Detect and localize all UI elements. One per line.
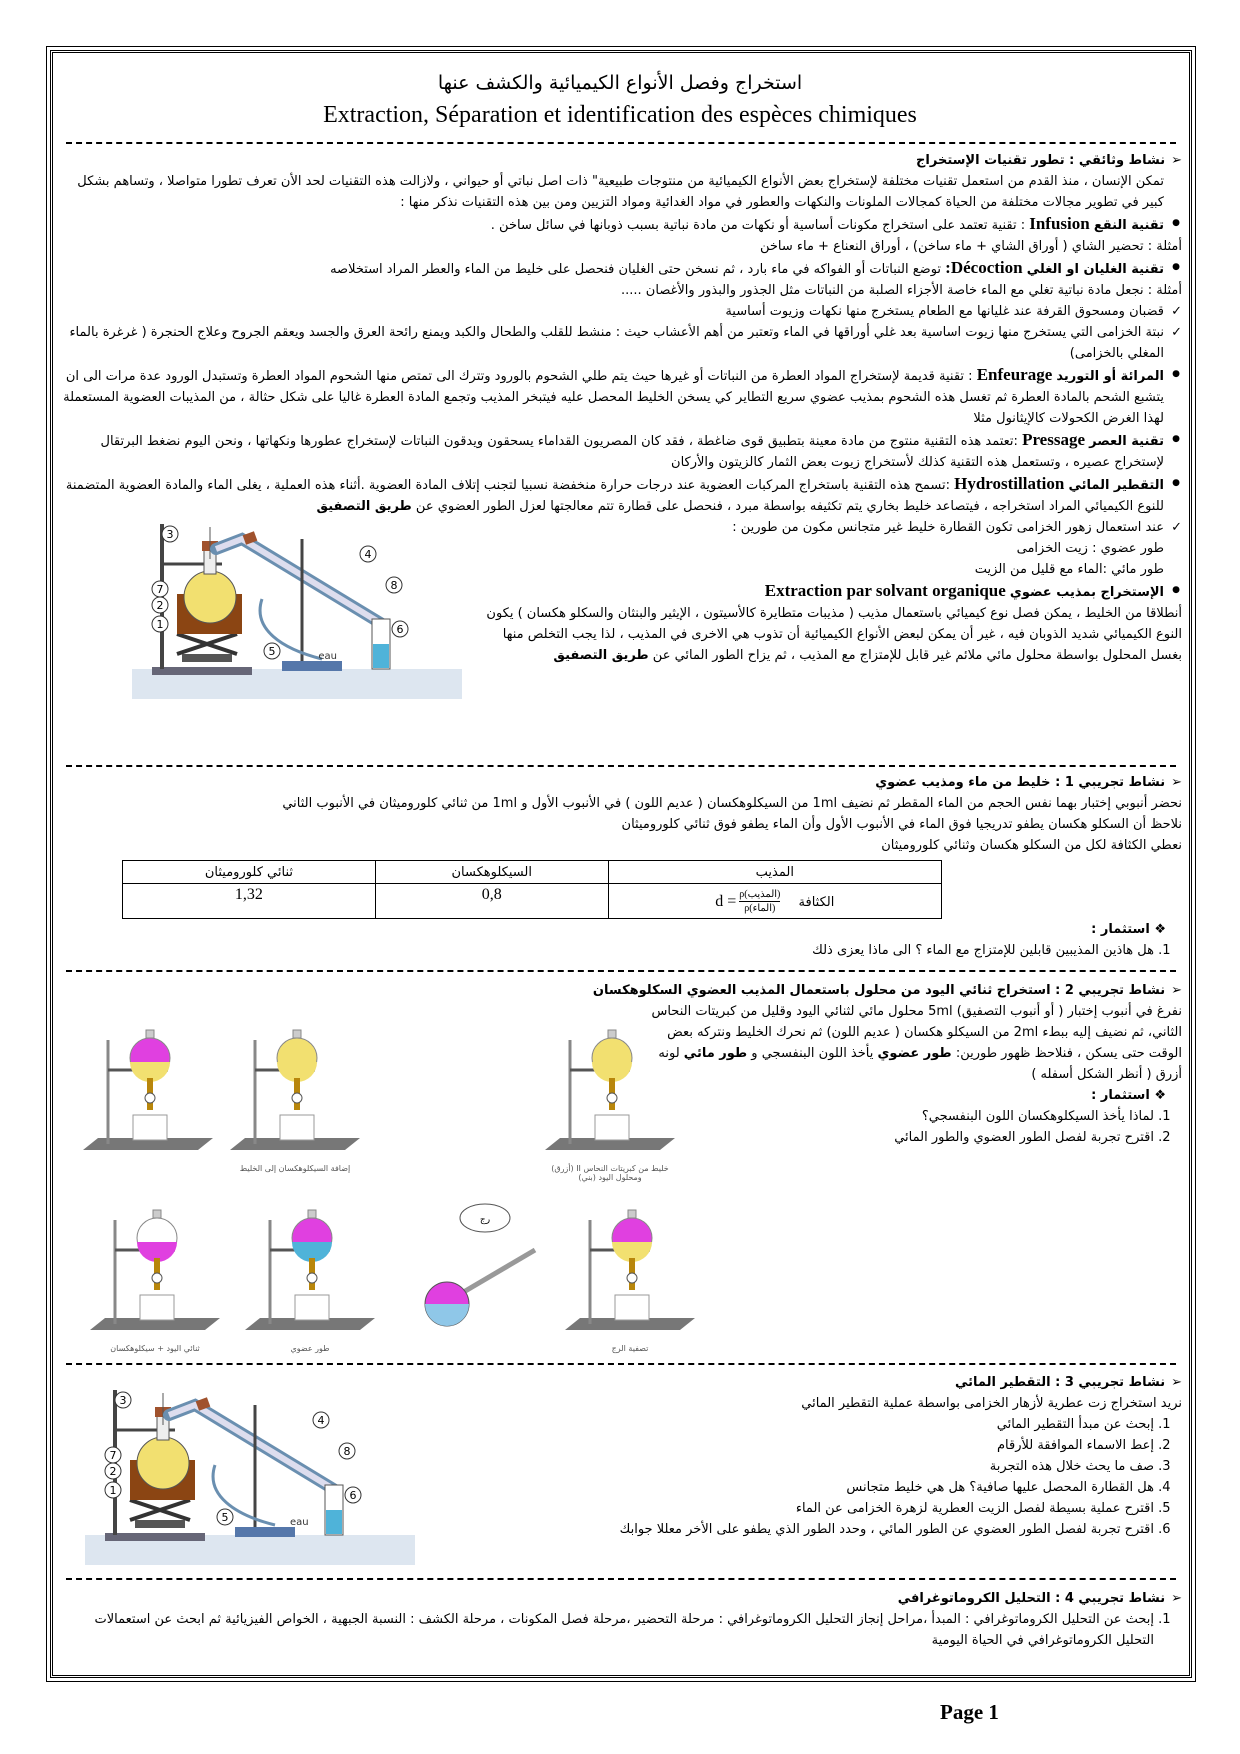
- beaker: [280, 1115, 314, 1140]
- fr-term: Enfeurage: [976, 365, 1053, 384]
- desc: :تعتمد هذه التقنية منتوج من مادة معينة بتطبيق قوى ضاغطة ، فقد كان المصريون القداماء يسحقون ويدقون النباتات لإستخراج عطورها ونكهاتها ، ونحن اليوم نضغط البرتقال لإستخراج عصيره ، وتستعمل هذه التقنية كذلك لأستخراج زيوت بعض الثمار كالزيتون والأركان: [100, 434, 1164, 470]
- table-header-row: [123, 861, 942, 884]
- question: 1. هل هاذين المذيبين قابلين للإمتزاج مع الماء ؟ الى ماذا يعزى ذلك: [62, 940, 1154, 961]
- header-text: نشاط وثائقي : تطور تقنيات الإستخراج: [916, 153, 1166, 168]
- example: أمثلة : نجعل مادة نباتية تغلي مع الماء خاصة الأجزاء الصلبة من النباتات مثل الجذور والبذور والأغصان .....: [621, 283, 1182, 298]
- callout-1: [105, 1482, 121, 1498]
- diagram-part: 3: [119, 1394, 127, 1407]
- flask: [137, 1437, 189, 1489]
- experiment-4: [62, 1588, 1182, 1651]
- exploitation-heading: ❖ استثمار :: [62, 1085, 1182, 1106]
- formula-denominator: ρ(الماء): [744, 902, 776, 914]
- funnel-figure: [240, 1200, 380, 1353]
- header-text: نشاط تجريبي 3 : التقطير المائي: [955, 1375, 1166, 1390]
- bold-term: طريق التصفيق: [316, 499, 412, 514]
- question: 4. هل القطارة المحصل عليها صافية؟ هل هي خليط متجانس: [62, 1477, 1154, 1498]
- callout-7: [105, 1447, 121, 1463]
- diagram-part: 2: [156, 599, 164, 612]
- desc: : تقنية تعتمد على استخراج مكونات أساسية أو نكهات من مادة نباتية بسبب ذوبانها في سائل ساخن .: [490, 218, 1030, 233]
- diagram-part: 5: [221, 1511, 229, 1524]
- paragraph: نعطي الكثافة لكل من السكلو هكسان وثنائي كلوروميثان: [881, 838, 1182, 853]
- paragraph: نلاحظ أن السكلو هكسان يطفو تدريجيا فوق الماء في الأنبوب الأول وأن الماء يطفو فوق ثنائي كلوروميثان: [621, 817, 1182, 832]
- water-label: eau: [318, 651, 337, 662]
- technique-pressage: [62, 429, 1164, 473]
- fr-term: Décoction:: [945, 258, 1023, 277]
- header-text: نشاط تجريبي 4 : التحليل الكروماتوغرافي: [897, 1591, 1166, 1606]
- desc: أنطلاقا من الخليط ، يمكن فصل نوع كيميائي باستعمال مذيب ( مذيبات متطايرة كالأسيتون ، الإيثير والبنثان والسكلو هكسان ) يكون النوع الكيميائي شديد الذوبان فيه ، غير أن يمكن لبعض الأنواع الكيميائية أن تذوب هي الاخرى في المذيب ، لذا يجب التخلص منها بغسل المحلول بواسطة محلول مائي ملائم غير قابل للإمتزاج مع المذيب ، ثم يزاح الطور المائي عن: [486, 606, 1182, 663]
- paragraph: نحضر أنبوبي إختبار بهما نفس الحجم من الماء المقطر ثم نضيف 1ml من السيكلوهكسان ( عديم اللون ) في الأنبوب الأول و 1ml من ثنائي كلوروميثان في الأنبوب الثاني: [282, 796, 1182, 811]
- exploitation-heading: ❖ استثمار :: [62, 919, 1182, 940]
- stopcock: [145, 1093, 155, 1103]
- diagram-part: 6: [396, 623, 404, 636]
- diagram-part: 6: [349, 1489, 357, 1502]
- question: 1. لماذا يأخذ السيكلوهكسان اللون البنفسجي؟: [62, 1106, 1154, 1127]
- fr-term: Pressage: [1022, 430, 1086, 449]
- funnel-figure: [78, 1020, 218, 1164]
- divider: [66, 970, 1176, 972]
- question: 1. إبحث عن مبدأ التقطير المائي: [62, 1414, 1154, 1435]
- organic-phase: طور عضوي: [877, 1046, 952, 1061]
- fr-term: Infusion: [1029, 214, 1090, 233]
- callout-4: [313, 1412, 329, 1428]
- bold-term: طريق التصفيق: [553, 648, 649, 663]
- arrow-icon: ➢: [1171, 153, 1182, 168]
- diagram-part: 4: [317, 1414, 325, 1427]
- lab-jack: [177, 634, 237, 654]
- text: لونه أزرق ( أنظر الشكل أسفله ): [658, 1046, 1182, 1082]
- beaker: [133, 1115, 167, 1140]
- section-header: [62, 980, 1182, 1001]
- bubble-text: رج: [479, 1215, 491, 1225]
- stopcock: [307, 1273, 317, 1283]
- label: تقنية العصر: [1089, 434, 1164, 449]
- title-french: Extraction, Séparation et identification des espèces chimiques: [323, 102, 917, 128]
- header-cell: ثنائي كلوروميثان: [123, 861, 376, 884]
- example: أمثلة : تحضير الشاي ( أوراق الشاي + ماء ساخن) ، أوراق النعناع + ماء ساخن: [759, 239, 1182, 254]
- diagram-part: [235, 1527, 295, 1537]
- cyclohexane-density: 0,8: [375, 884, 608, 919]
- hydrodistillation-diagram: [85, 1385, 415, 1569]
- fr-term: Extraction par solvant organique: [764, 581, 1006, 600]
- intro-paragraph: تمكن الإنسان ، منذ القدم من استعمل تقنيات مختلفة لإستخراج بعض الأنواع الكيميائية من منتوجات طبيعية" ذات اصل نباتي أو حيواني ، ولازالت هذه التقنيات لحد الأن تعرف تطورا متواصلا ، وتساهم بشكل كبير في تطوير مجالات مختلفة من الحياة كمجالات الملونات والنكهات والعطور في مواد الغدائية ومواد التزيين ومن بين هذه التقنيات نذكر منها :: [77, 174, 1164, 210]
- dichloromethane-density: 1,32: [123, 884, 376, 919]
- header-cell: السيكلوهكسان: [375, 861, 608, 884]
- row-label: الكثافة: [798, 894, 835, 910]
- question: 3. صف ما يحث خلال هذه التجربة: [62, 1456, 1154, 1477]
- title-arabic: استخراج وفصل الأنواع الكيميائية والكشف عنها: [437, 72, 803, 94]
- divider: [66, 142, 1176, 144]
- section-header: [62, 772, 1182, 793]
- water-label: eau: [290, 1517, 309, 1528]
- beaker: [295, 1295, 329, 1320]
- beaker: [140, 1295, 174, 1320]
- arrow-icon: ➢: [1171, 1375, 1182, 1390]
- stopcock: [152, 1273, 162, 1283]
- diagram-part: 7: [109, 1449, 117, 1462]
- header-cell: المذيب: [608, 861, 941, 884]
- header-text: نشاط تجريبي 1 : خليط من ماء ومذيب عضوي: [875, 775, 1166, 790]
- diagram-part: [282, 661, 342, 671]
- diagram-part: [182, 654, 232, 662]
- question: 6. اقترح تجربة لفصل الطور العضوي عن الطور المائي ، وحدد الطور الذي يطفو على الأخر معللا جوابك: [62, 1519, 1154, 1540]
- experiment-1: [62, 772, 1182, 961]
- desc: :تسمح هذه التقنية باستخراج المركبات العضوية عند درجات حرارة منخفضة نسبيا لتجنب إتلاف المادة العضوية .أثناء هذه العملية ، يغلى الماء والمادة العضوية المتضمنة للنوع الكيميائي المراد استخراجه ، فيتصاعد خليط بخاري يتم تكثيفه بواسطة مبرد ، فنحصل على قطارة تتم معالجتها لعزل الطور العضوي عن: [65, 478, 1164, 514]
- header-text: نشاط تجريبي 2 : استخراج ثنائي اليود من محلول باستعمال المذيب العضوي السكلوهكسان: [592, 983, 1166, 998]
- check-item: ✓ قضبان ومسحوق القرفة عند غليانها مع الطعام يستخرج منها نكهات وزيوت أساسية: [62, 301, 1182, 322]
- diagram-part: 2: [109, 1465, 117, 1478]
- label: الإستخراج بمذيب عضوي: [1009, 585, 1164, 600]
- stopcock: [607, 1093, 617, 1103]
- diagram-part: 3: [166, 528, 174, 541]
- diagram-part: [373, 644, 389, 668]
- desc: توضع النباتات أو الفواكه في ماء بارد ، ثم نسخن حتى الغليان فنحصل على خليط من الماء والعطر المراد استخلاصه: [330, 262, 946, 277]
- figure-caption: إضافة السيكلوهكسان إلى الخليط: [239, 1164, 351, 1173]
- figure-caption: خليط من كبريتات النحاس II (أزرق) ومحلول اليود (بني): [551, 1164, 669, 1182]
- shaking-figure: [415, 1200, 555, 1334]
- funnel-figure: [560, 1200, 700, 1353]
- beaker: [615, 1295, 649, 1320]
- text: يأخذ اللون البنفسجي و: [747, 1046, 878, 1061]
- label: التقطير المائي: [1068, 478, 1164, 493]
- arrow-icon: ➢: [1171, 775, 1182, 790]
- diagram-part: 8: [390, 579, 398, 592]
- label: تقنية الغليان او الغلي: [1026, 262, 1164, 277]
- density-formula-cell: [608, 884, 941, 919]
- figure-caption: تصفية الرج: [611, 1344, 649, 1353]
- check-item: ✓ نبتة الخزامى التي يستخرج منها زيوت اساسية بعد غلي أوراقها في الماء وتعتبر من أهم الأعشاب حيث : منشط للقلب والطحال والكبد ويمنع رائحة العرق والجسد ويعقم الجروح وعلاج الحنجرة ( غرغرة بالماء المغلي بالخزامى): [62, 322, 1182, 364]
- callout-6: [392, 621, 408, 637]
- callout-5: [264, 643, 280, 659]
- section-header: [62, 150, 1182, 171]
- callout-1: [152, 616, 168, 632]
- hydrodistillation-diagram: [132, 519, 462, 706]
- activity-documentary: [62, 150, 1182, 706]
- arrow-icon: ➢: [1171, 1591, 1182, 1606]
- funnel-figure: [85, 1200, 225, 1353]
- divider: [66, 765, 1176, 767]
- diagram-part: [326, 1510, 342, 1534]
- diagram-part: 8: [343, 1445, 351, 1458]
- check-item: ✓ عند استعمال زهور الخزامى تكون القطارة خليط غير متجانس مكون من طورين :: [62, 517, 1182, 538]
- callout-3: [115, 1392, 131, 1408]
- technique-decoction: [62, 257, 1164, 280]
- callout-6: [345, 1487, 361, 1503]
- technique-infusion: [62, 213, 1164, 236]
- divider: [66, 1578, 1176, 1580]
- diagram-part: 4: [364, 548, 372, 561]
- stand-base: [152, 667, 252, 675]
- phase-aqueous: طور مائي :الماء مع قليل من الزيت: [974, 562, 1164, 577]
- page-number: Page 1: [940, 1700, 999, 1724]
- desc: : تقنية قديمة لإستخراج المواد العطرة من النباتات أو غيرها حيث يتم طلي الشحوم بالورود وتترك الى تمتص منها الشحوم المواد العطرة وتستبدل الورود عدة مرات الى ان يتشبع الشحم بالمادة العطرة ثم تغسل هذه الشحوم بمذيب عضوي سريع التطاير كي يسخن الخليط المحصل عليه فيتبخر المذيب وتجمع المادة العطرة غاليا على شكل حثالة ، من المذيبات العضوية المستعملة لهذا الغرض الكحولات كالإيثانول مثلا: [63, 369, 1164, 426]
- technique-enfleurage: [62, 364, 1164, 429]
- diagram-part: 5: [268, 645, 276, 658]
- section-header: [62, 1588, 1182, 1609]
- stand-base: [105, 1533, 205, 1541]
- arrow-icon: ➢: [1171, 983, 1182, 998]
- beaker: [595, 1115, 629, 1140]
- divider: [66, 1363, 1176, 1365]
- funnel-figure: [540, 1020, 680, 1182]
- diagram-part: 1: [109, 1484, 117, 1497]
- aqueous-phase: طور مائي: [683, 1046, 748, 1061]
- technique-solvent-extraction: [62, 580, 1164, 603]
- fr-term: Hydrostillation: [954, 474, 1065, 493]
- diagram-part: 7: [156, 583, 164, 596]
- stopcock: [292, 1093, 302, 1103]
- callout-2: [105, 1463, 121, 1479]
- question: 5. اقترح عملية بسيطة لفصل الزيت العطرية لزهرة الخزامى عن الماء: [62, 1498, 1154, 1519]
- diagram-part: [135, 1520, 185, 1528]
- callout-5: [217, 1509, 233, 1525]
- figure-caption: طور عضوي: [290, 1344, 330, 1353]
- density-table: [122, 860, 942, 919]
- lab-jack: [130, 1500, 190, 1520]
- paragraph: نريد استخراج زت عطرية لأزهار الخزامى بواسطة عملية التقطير المائي: [801, 1396, 1182, 1411]
- formula-lhs: d =: [715, 892, 737, 910]
- label: المرائة أو التوريد: [1056, 369, 1164, 384]
- paragraph: [642, 1001, 1182, 1085]
- question: 2. إعط الاسماء الموافقة للأرقام: [62, 1435, 1154, 1456]
- figure-caption: ثنائي اليود + سيكلوهكسان: [110, 1344, 200, 1353]
- stopcock: [627, 1273, 637, 1283]
- funnel-figure: [225, 1020, 365, 1173]
- label: تقنية النقع: [1093, 218, 1164, 233]
- text: نفرغ في أنبوب إختبار ( أو أنبوب التصفيق) 5ml محلول مائي لثنائي اليود وقليل من كبريتات النحاس الثاني، ثم نضيف إليه ببطء 2ml من السيكلو هكسان ( عديم اللون) ثم نحرك الخليط ونتركه بعض الوقت حتى يسكن ، فنلاحظ ظهور طورين:: [651, 1004, 1182, 1061]
- phase-organic: طور عضوي : زيت الخزامى: [1016, 541, 1164, 556]
- table-row: [123, 884, 942, 919]
- question: 2. اقترح تجربة لفصل الطور العضوي والطور المائي: [62, 1127, 1154, 1148]
- formula-numerator: ρ(المذيب): [739, 888, 781, 900]
- callout-4: [360, 546, 376, 562]
- diagram-part: 1: [156, 618, 164, 631]
- callout-8: [339, 1443, 355, 1459]
- technique-hydrodistillation: [62, 473, 1164, 517]
- question: 1. إبحث عن التحليل الكروماتوغرافي : المبدأ ،مراحل إنجاز التحليل الكروماتوغرافي : مرحلة التحضير ،مرحلة فصل المكونات ، مرحلة الكشف : النسبة الجبهية ، الخواص الفيزيائية ثم ابحث عن استعمالات التحليل الكروماتوغرافي في الحياة اليومية: [62, 1609, 1154, 1651]
